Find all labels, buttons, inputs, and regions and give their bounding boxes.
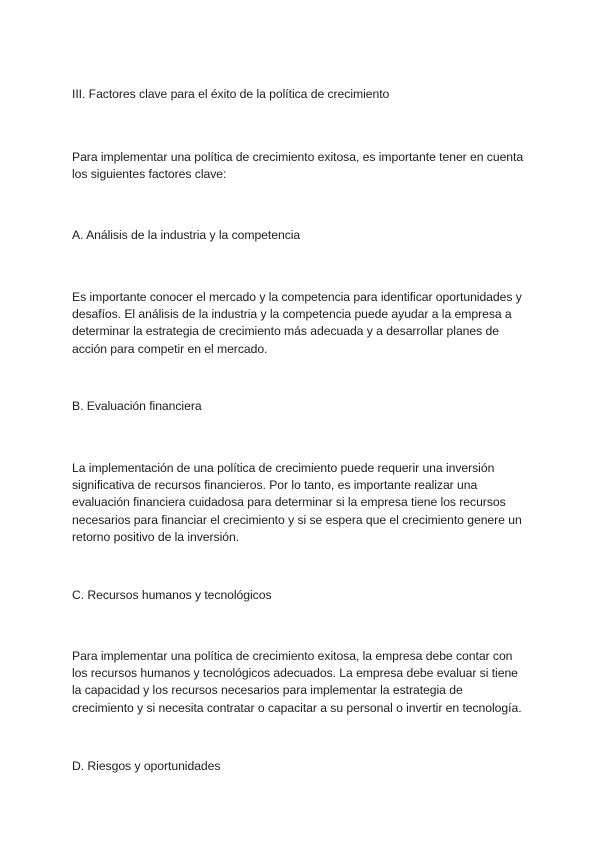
paragraph-line: Para implementar una política de crecimiento exitosa, es importante tener en cuenta [72,150,524,164]
section-heading-b: B. Evaluación financiera [72,399,202,413]
intro-paragraph [72,149,542,183]
paragraph-line: La implementación de una política de crecimiento puede requerir una inversión [72,461,495,475]
paragraph-line: los recursos humanos y tecnológicos adecuados. La empresa debe evaluar si tiene [72,666,518,681]
paragraph-line: retorno positivo de la inversión. [72,529,240,544]
section-b-paragraph [72,460,542,546]
paragraph-line: determinar la estrategia de crecimiento más adecuada y a desarrollar planes de [72,324,499,339]
paragraph-line: acción para competir en el mercado. [72,341,268,356]
section-a-paragraph [72,289,542,358]
paragraph-line: Para implementar una política de crecimiento exitosa, la empresa debe contar con [72,649,513,663]
paragraph-line: necesarios para financiar el crecimiento y si se espera que el crecimiento genere un [72,512,522,527]
paragraph-line: significativa de recursos financieros. Por lo tanto, es importante realizar una [72,478,478,493]
section-heading-a: A. Análisis de la industria y la competencia [72,228,301,242]
paragraph-line: la capacidad y los recursos necesarios para implementar la estrategia de [72,683,463,698]
section-heading-c: C. Recursos humanos y tecnológicos [72,588,272,602]
paragraph-line: crecimiento y si necesita contratar o capacitar a su personal o invertir en tecnología. [72,700,522,715]
section-c-paragraph [72,648,542,717]
page-title: III. Factores clave para el éxito de la política de crecimiento [72,87,390,101]
section-heading-d: D. Riesgos y oportunidades [72,759,221,773]
paragraph-line: evaluación financiera cuidadosa para determinar si la empresa tiene los recursos [72,495,506,510]
paragraph-line: Es importante conocer el mercado y la competencia para identificar oportunidades y [72,290,522,304]
paragraph-line: los siguientes factores clave: [72,167,227,182]
paragraph-line: desafíos. El análisis de la industria y la competencia puede ayudar a la empresa a [72,307,512,322]
